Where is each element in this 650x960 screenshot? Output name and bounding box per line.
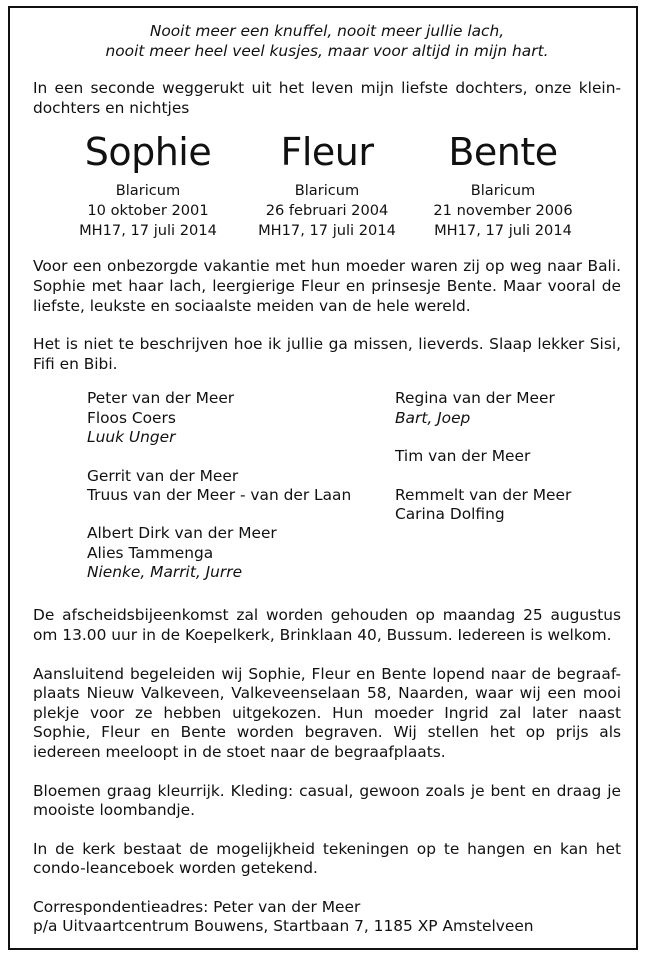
correspondence-line: Correspondentieadres: Peter van der Meer xyxy=(33,897,361,916)
family-group xyxy=(87,467,351,506)
family-right-column xyxy=(395,389,571,543)
child-sophie xyxy=(58,131,238,241)
family-member: Albert Dirk van der Meer xyxy=(87,524,277,543)
child-birth-date: 10 oktober 2001 xyxy=(87,202,209,220)
family-group xyxy=(395,486,571,525)
family-member: Tim van der Meer xyxy=(395,447,531,466)
family-group xyxy=(87,524,351,582)
child-fleur xyxy=(237,131,417,241)
poem xyxy=(33,22,621,61)
children-names xyxy=(33,131,621,239)
child-place: Blaricum xyxy=(294,182,360,200)
child-place: Blaricum xyxy=(470,182,536,200)
family-left-column xyxy=(87,389,351,601)
child-place: Blaricum xyxy=(115,182,181,200)
missing-paragraph: Het is niet te beschrijven hoe ik jullie ga missen, lieverds. Slaap lekker Sisi, Fifi en Bibi. xyxy=(33,335,621,373)
child-name: Sophie xyxy=(84,130,212,175)
family-group xyxy=(87,389,351,447)
child-birth-date: 21 november 2006 xyxy=(433,202,573,220)
family-children: Bart, Joep xyxy=(395,408,471,427)
intro-text: In een seconde weggerukt uit het leven mijn liefste dochters, onze klein-dochters en nichtjes xyxy=(33,79,621,117)
family-children: Nienke, Marrit, Jurre xyxy=(87,563,243,582)
family-member: Remmelt van der Meer xyxy=(395,485,572,504)
family-group xyxy=(395,389,571,428)
flowers-paragraph: Bloemen graag kleurrijk. Kleding: casual, gewoon zoals je bent en draag je mooiste loombandje. xyxy=(33,781,621,820)
death-notice xyxy=(33,10,621,937)
vacation-paragraph: Voor een onbezorgde vakantie met hun moeder waren zij op weg naar Bali. Sophie met haar lach, leergierige Fleur en prinsesje Bente. Maar vooral de liefste, leukste en sociaalste meiden van de hele wereld. xyxy=(33,257,621,315)
child-birth-date: 26 februari 2004 xyxy=(265,202,389,220)
family-group xyxy=(395,447,571,466)
family-member: Regina van der Meer xyxy=(395,389,555,408)
child-bente xyxy=(413,131,593,241)
child-death-date: MH17, 17 juli 2014 xyxy=(258,222,396,240)
correspondence-line: p/a Uitvaartcentrum Bouwens, Startbaan 7, 1185 XP Amstelveen xyxy=(33,917,534,936)
family-children: Luuk Unger xyxy=(87,428,176,447)
family-member: Alies Tammenga xyxy=(87,543,214,562)
ceremony-paragraph: De afscheidsbijeenkomst zal worden gehouden op maandag 25 augustus om 13.00 uur in de Koepelkerk, Brinklaan 40, Bussum. Iedereen is welkom. xyxy=(33,606,621,644)
family-member: Gerrit van der Meer xyxy=(87,466,239,485)
child-death-date: MH17, 17 juli 2014 xyxy=(434,222,572,240)
child-death-date: MH17, 17 juli 2014 xyxy=(79,222,217,240)
family-member: Carina Dolfing xyxy=(395,504,505,523)
poem-line: Nooit meer een knuffel, nooit meer jullie lach, xyxy=(149,22,505,40)
family-list xyxy=(33,389,621,587)
family-member: Truus van der Meer - van der Laan xyxy=(87,485,352,504)
burial-paragraph: Aansluitend begeleiden wij Sophie, Fleur en Bente lopend naar de begraaf-plaats Nieuw Valkeveen, Valkeveenselaan 58, Naarden, waar wij een mooi plekje voor ze hebben uitgekozen. Hun moeder Ingrid zal later naast Sophie, Fleur en Bente worden begraven. Wij stellen het op prijs als iedereen meeloopt in de stoet naar de begraafplaats. xyxy=(33,664,621,761)
family-member: Floos Coers xyxy=(87,408,176,427)
poem-line: nooit meer heel veel kusjes, maar voor altijd in mijn hart. xyxy=(105,41,549,60)
condolence-paragraph: In de kerk bestaat de mogelijkheid tekeningen op te hangen en kan het condo-leanceboek worden getekend. xyxy=(33,839,621,878)
correspondence-address xyxy=(33,898,621,937)
family-member: Peter van der Meer xyxy=(87,389,235,408)
child-name: Fleur xyxy=(280,130,374,175)
child-name: Bente xyxy=(448,130,558,175)
